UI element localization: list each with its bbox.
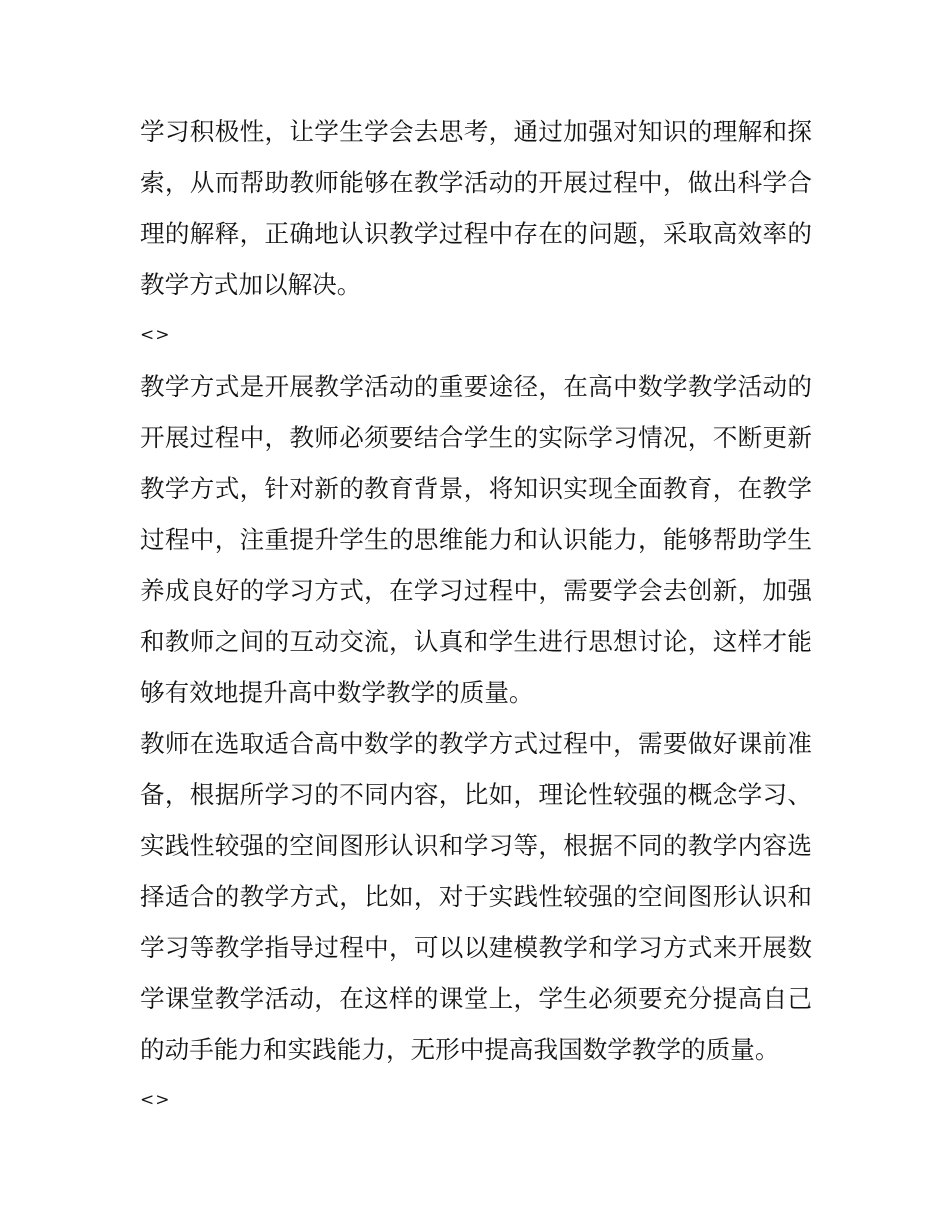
section-marker: <> [140,1090,171,1110]
paragraph: 学习积极性，让学生学会去思考，通过加强对知识的理解和探索，从而帮助教师能够在教学活动的开展过程中，做出科学合理的解释，正确地认识教学过程中存在的问题，采取高效率的教学方式加以解决。 [140,117,812,299]
document-body [140,106,812,1126]
paragraph: 教学方式是开展教学活动的重要途径，在高中数学教学活动的开展过程中，教师必须要结合学生的实际学习情况，不断更新教学方式，针对新的教育背景，将知识实现全面教育，在教学过程中，注重提升学生的思维能力和认识能力，能够帮助学生养成良好的学习方式，在学习过程中，需要学会去创新，加强和教师之间的互动交流，认真和学生进行思想讨论，这样才能够有效地提升高中数学教学的质量。 [140,372,812,707]
paragraph: 教师在选取适合高中数学的教学方式过程中，需要做好课前准备，根据所学习的不同内容，比如，理论性较强的概念学习、实践性较强的空间图形认识和学习等，根据不同的教学内容选择适合的教学方式，比如，对于实践性较强的空间图形认识和学习等教学指导过程中，可以以建模教学和学习方式来开展数学课堂教学活动，在这样的课堂上，学生必须要充分提高自己的动手能力和实践能力，无形中提高我国数学教学的质量。 [140,729,812,1064]
section-marker: <> [140,325,171,345]
